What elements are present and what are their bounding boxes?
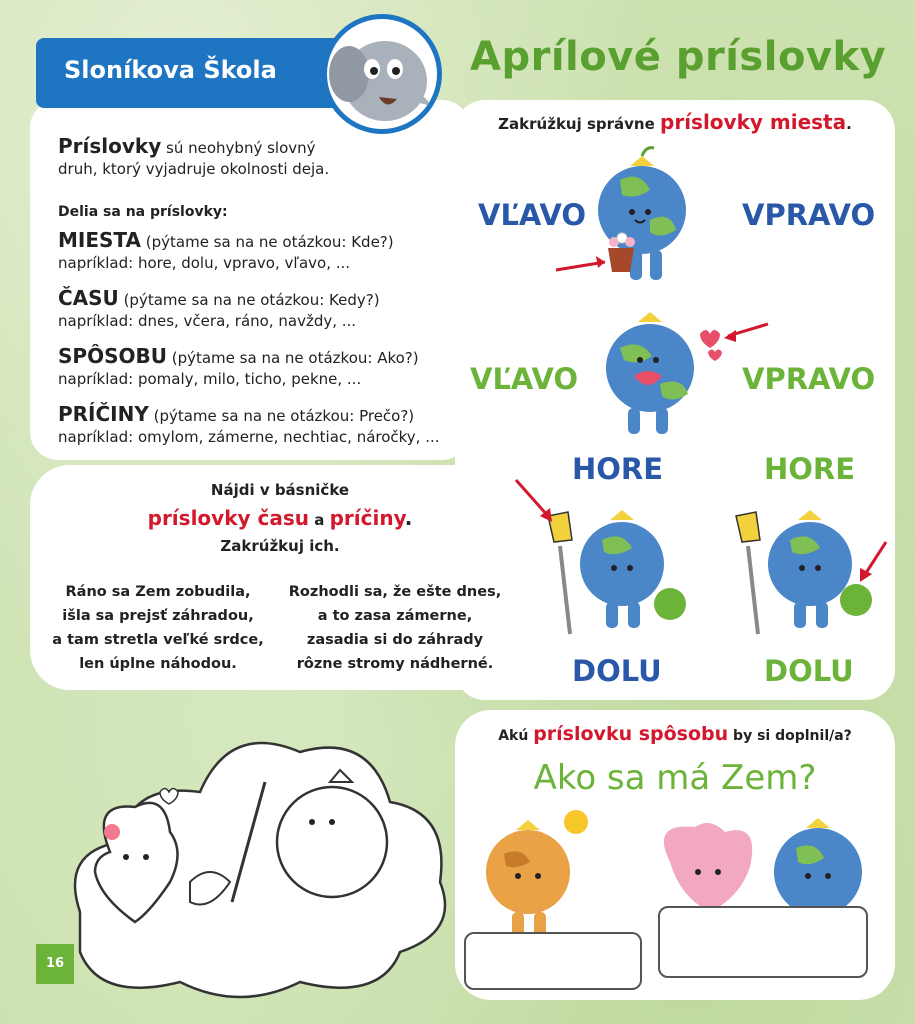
exercise3-question: Ako sa má Zem? [533, 758, 817, 798]
poem-line[interactable]: Ráno sa Zem zobudila, [65, 584, 251, 600]
answer-box-left[interactable] [464, 932, 642, 990]
category-examples: napríklad: dnes, včera, ráno, navždy, ... [58, 312, 357, 330]
elephant-mascot-icon [322, 14, 442, 134]
poem-line[interactable]: išla sa prejsť záhradou, [62, 608, 254, 624]
word-hore-2[interactable]: HORE [764, 452, 856, 486]
word-hore-1[interactable]: HORE [572, 452, 664, 486]
category-miesta [58, 230, 478, 274]
page-number: 16 [36, 944, 74, 984]
word-vlavo-1[interactable]: VĽAVO [478, 198, 586, 232]
poem-line[interactable]: a tam stretla veľké srdce, [52, 632, 264, 648]
earth-with-flowerpot-icon [550, 140, 710, 290]
word-vpravo-2[interactable]: VPRAVO [742, 362, 876, 396]
poem-line[interactable]: zasadia si do záhrady [306, 632, 484, 648]
category-name: PRÍČINY [58, 402, 149, 426]
connector: a [309, 511, 330, 529]
instruction-text: . [846, 115, 852, 133]
category-sposobu [58, 346, 478, 390]
exercise2-line1: Nájdi v básničke [210, 481, 350, 499]
word-vpravo-1[interactable]: VPRAVO [742, 198, 876, 232]
word-dolu-1[interactable]: DOLU [572, 654, 662, 688]
earth-with-shovel-icon [510, 476, 690, 636]
poem-line[interactable]: Rozhodli sa, že ešte dnes, [288, 584, 502, 600]
poem-line[interactable]: len úplne náhodou. [79, 656, 237, 672]
page-title: Aprílové príslovky [470, 34, 887, 80]
exercise1-instruction [460, 112, 890, 135]
category-question: (pýtame sa na ne otázkou: Kedy?) [118, 291, 380, 309]
dot: . [404, 506, 413, 530]
category-examples: napríklad: pomaly, milo, ticho, pekne, ... [58, 370, 362, 388]
instruction-highlight: príslovku spôsobu [533, 723, 729, 745]
exercise2-highlight-line [80, 504, 480, 534]
category-casu [58, 288, 478, 332]
earth-with-tree-icon [710, 476, 900, 636]
instruction-text: by si doplnil/a? [728, 728, 852, 744]
category-question: (pýtame sa na ne otázkou: Kde?) [140, 233, 394, 251]
category-priciny [58, 404, 478, 448]
poem-line[interactable]: a to zasa zámerne, [317, 608, 473, 624]
intro-divides: Delia sa na príslovky: [58, 204, 228, 220]
poem-right [270, 580, 520, 676]
category-name: MIESTA [58, 228, 141, 252]
instruction-highlight: príslovky miesta [660, 110, 847, 134]
category-question: (pýtame sa na ne otázkou: Ako?) [166, 349, 419, 367]
category-name: ČASU [58, 286, 119, 310]
poem-left [38, 580, 278, 676]
category-question: (pýtame sa na ne otázkou: Prečo?) [148, 407, 415, 425]
category-examples: napríklad: hore, dolu, vpravo, vľavo, ... [58, 254, 351, 272]
intro-definition-2: druh, ktorý vyjadruje okolnosti deja. [58, 160, 330, 178]
instruction-text: Akú [498, 728, 534, 744]
word-vlavo-2[interactable]: VĽAVO [470, 362, 578, 396]
exercise3-instruction [460, 724, 890, 747]
intro-definition [58, 136, 438, 180]
category-name: SPÔSOBU [58, 344, 167, 368]
word-dolu-2[interactable]: DOLU [764, 654, 854, 688]
exercise2-line3: Zakrúžkuj ich. [220, 537, 340, 555]
badge-label: Sloníkova Škola [64, 56, 277, 84]
earth-with-hearts-icon [590, 298, 780, 443]
poem-line[interactable]: rôzne stromy nádherné. [296, 656, 494, 672]
sweating-earth-icon [460, 800, 600, 950]
highlight-pricina: príčiny [329, 506, 405, 530]
answer-box-right[interactable] [658, 906, 868, 978]
instruction-text: Zakrúžkuj správne [498, 115, 661, 133]
coloring-cloud-illustration [40, 682, 460, 1012]
intro-term: Príslovky [58, 134, 162, 158]
category-examples: napríklad: omylom, zámerne, nechtiac, náročky, ... [58, 428, 440, 446]
intro-definition-1: sú neohybný slovný [161, 139, 316, 157]
highlight-cas: príslovky času [147, 506, 309, 530]
